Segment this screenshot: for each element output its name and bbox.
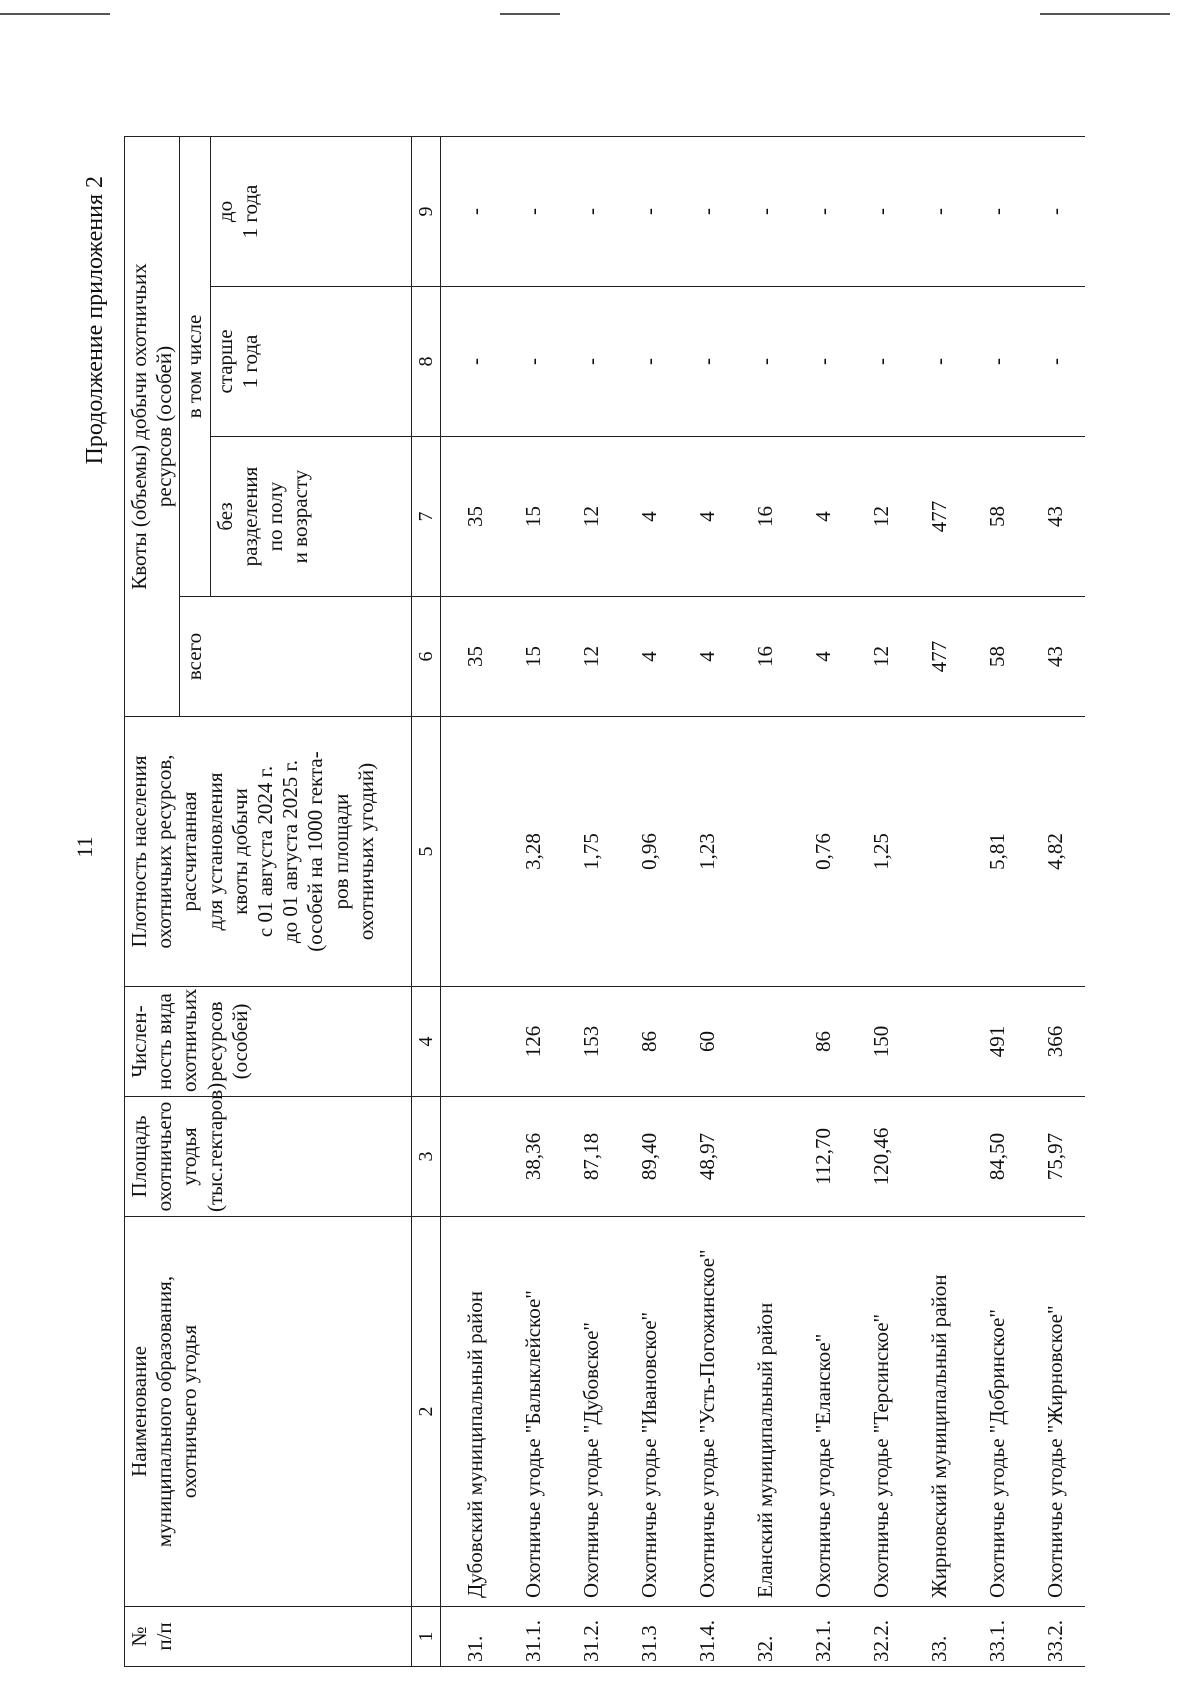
row-quota-no-split: 12 — [563, 437, 621, 597]
row-quota-older: - — [795, 287, 853, 437]
row-quota-total: 477 — [911, 597, 969, 717]
row-area: 112,70 — [795, 1097, 853, 1217]
header-col-1: № п/п — [125, 1607, 412, 1667]
row-count — [737, 987, 795, 1097]
row-name: Охотничье угодье "Дубовское" — [563, 1217, 621, 1607]
row-quota-younger: - — [795, 136, 853, 286]
row-area: 84,50 — [969, 1097, 1027, 1217]
row-index: 33. — [911, 1607, 969, 1667]
row-quota-total: 12 — [853, 597, 911, 717]
row-quota-older: - — [679, 287, 737, 437]
column-number: 1 — [411, 1607, 440, 1667]
row-quota-younger: - — [679, 136, 737, 286]
row-quota-no-split: 4 — [621, 437, 679, 597]
header-total: всего — [180, 597, 411, 717]
row-quota-younger: - — [563, 136, 621, 286]
header-including: в том числе — [180, 136, 210, 596]
row-area — [440, 1097, 505, 1217]
row-quota-total: 58 — [969, 597, 1027, 717]
row-density — [737, 717, 795, 987]
row-quota-older: - — [737, 287, 795, 437]
row-area: 75,97 — [1027, 1097, 1085, 1217]
column-number-row — [411, 136, 440, 1666]
row-name: Охотничье угодье "Балыклейское" — [505, 1217, 563, 1607]
row-count: 153 — [563, 987, 621, 1097]
table-row — [440, 136, 505, 1666]
scan-artifact — [1040, 13, 1170, 15]
row-count: 126 — [505, 987, 563, 1097]
row-name: Охотничье угодье "Еланское" — [795, 1217, 853, 1607]
table-row — [505, 136, 563, 1666]
row-area: 87,18 — [563, 1097, 621, 1217]
row-index: 33.2. — [1027, 1607, 1085, 1667]
row-name: Охотничье угодье "Усть-Погожинское" — [679, 1217, 737, 1607]
row-index: 32.1. — [795, 1607, 853, 1667]
row-name: Охотничье угодье "Добринское" — [969, 1217, 1027, 1607]
row-count: 491 — [969, 987, 1027, 1097]
table-row — [795, 136, 853, 1666]
row-quota-no-split: 43 — [1027, 437, 1085, 597]
header-quota-group: Квоты (объемы) добычи охотничьих ресурсов (особей) — [125, 136, 180, 716]
header-col-4: Числен- ность вида охотничьих ресурсов (особей) — [125, 987, 412, 1097]
row-quota-no-split: 15 — [505, 437, 563, 597]
scan-artifact — [0, 13, 110, 15]
column-number: 5 — [411, 717, 440, 987]
row-area: 48,97 — [679, 1097, 737, 1217]
row-density: 4,82 — [1027, 717, 1085, 987]
table-row — [911, 136, 969, 1666]
column-number: 2 — [411, 1217, 440, 1607]
table-row — [853, 136, 911, 1666]
row-density: 1,75 — [563, 717, 621, 987]
row-quota-total: 35 — [440, 597, 505, 717]
row-quota-older: - — [853, 287, 911, 437]
row-index: 32.2. — [853, 1607, 911, 1667]
row-index: 31. — [440, 1607, 505, 1667]
table-body — [440, 136, 1085, 1666]
row-index: 32. — [737, 1607, 795, 1667]
header-younger: до 1 года — [210, 136, 411, 286]
page-number: 11 — [72, 836, 97, 858]
table-row — [737, 136, 795, 1666]
row-count — [911, 987, 969, 1097]
row-index: 31.4. — [679, 1607, 737, 1667]
header-older: старше 1 года — [210, 287, 411, 437]
column-number: 3 — [411, 1097, 440, 1217]
table-row — [679, 136, 737, 1666]
row-quota-younger: - — [853, 136, 911, 286]
row-count: 86 — [795, 987, 853, 1097]
row-area: 120,46 — [853, 1097, 911, 1217]
table-row — [1027, 136, 1085, 1666]
table-row — [621, 136, 679, 1666]
row-quota-no-split: 477 — [911, 437, 969, 597]
row-quota-total: 43 — [1027, 597, 1085, 717]
row-quota-no-split: 12 — [853, 437, 911, 597]
row-index: 33.1. — [969, 1607, 1027, 1667]
row-quota-older: - — [621, 287, 679, 437]
header-col-5: Плотность населения охотничьих ресурсов, рассчитанная для установления квоты добычи с 01 августа 2024 г. до 01 августа 2025 г. (особей на 1000 гекта- ров площади охотничьих угодий) — [125, 717, 412, 987]
row-quota-no-split: 4 — [795, 437, 853, 597]
row-name: Еланский муниципальный район — [737, 1217, 795, 1607]
column-number: 9 — [411, 136, 440, 286]
row-quota-no-split: 16 — [737, 437, 795, 597]
row-density — [440, 717, 505, 987]
row-area: 38,36 — [505, 1097, 563, 1217]
row-index: 31.2. — [563, 1607, 621, 1667]
row-quota-younger: - — [911, 136, 969, 286]
row-quota-older: - — [911, 287, 969, 437]
header-no-split: без разделения по полу и возрасту — [210, 437, 411, 597]
row-quota-older: - — [1027, 287, 1085, 437]
header-row-1 — [125, 136, 180, 1666]
row-area: 89,40 — [621, 1097, 679, 1217]
row-quota-older: - — [969, 287, 1027, 437]
row-index: 31.1. — [505, 1607, 563, 1667]
row-area — [911, 1097, 969, 1217]
row-quota-total: 16 — [737, 597, 795, 717]
row-name: Дубовский муниципальный район — [440, 1217, 505, 1607]
row-quota-younger: - — [621, 136, 679, 286]
table-row — [969, 136, 1027, 1666]
row-density: 5,81 — [969, 717, 1027, 987]
header-col-2: Наименование муниципального образования, охотничьего угодья — [125, 1217, 412, 1607]
row-quota-younger: - — [737, 136, 795, 286]
row-quota-total: 15 — [505, 597, 563, 717]
row-quota-younger: - — [969, 136, 1027, 286]
row-count: 150 — [853, 987, 911, 1097]
row-quota-no-split: 58 — [969, 437, 1027, 597]
row-quota-younger: - — [1027, 136, 1085, 286]
row-density: 0,76 — [795, 717, 853, 987]
continuation-label: Продолжение приложения 2 — [82, 176, 108, 465]
row-quota-total: 4 — [679, 597, 737, 717]
row-density — [911, 717, 969, 987]
row-name: Охотничье угодье "Жирновское" — [1027, 1217, 1085, 1607]
column-number: 4 — [411, 987, 440, 1097]
row-quota-younger: - — [505, 136, 563, 286]
row-count: 86 — [621, 987, 679, 1097]
row-density: 1,25 — [853, 717, 911, 987]
row-count: 366 — [1027, 987, 1085, 1097]
scan-artifact — [500, 13, 560, 15]
row-quota-total: 4 — [621, 597, 679, 717]
column-number: 7 — [411, 437, 440, 597]
row-quota-total: 12 — [563, 597, 621, 717]
row-name: Охотничье угодье "Терсинское" — [853, 1217, 911, 1607]
row-density: 3,28 — [505, 717, 563, 987]
table-row — [563, 136, 621, 1666]
row-index: 31.3 — [621, 1607, 679, 1667]
column-number: 8 — [411, 287, 440, 437]
row-quota-older: - — [563, 287, 621, 437]
row-area — [737, 1097, 795, 1217]
row-name: Жирновский муниципальный район — [911, 1217, 969, 1607]
row-density: 1,23 — [679, 717, 737, 987]
row-count: 60 — [679, 987, 737, 1097]
header-col-3: Площадь охотничьего угодья (тыс.гектаров) — [125, 1097, 412, 1217]
row-quota-no-split: 35 — [440, 437, 505, 597]
quota-table — [124, 136, 1085, 1667]
row-name: Охотничье угодье "Ивановское" — [621, 1217, 679, 1607]
row-quota-older: - — [440, 287, 505, 437]
row-count — [440, 987, 505, 1097]
column-number: 6 — [411, 597, 440, 717]
row-density: 0,96 — [621, 717, 679, 987]
row-quota-total: 4 — [795, 597, 853, 717]
row-quota-younger: - — [440, 136, 505, 286]
row-quota-older: - — [505, 287, 563, 437]
row-quota-no-split: 4 — [679, 437, 737, 597]
